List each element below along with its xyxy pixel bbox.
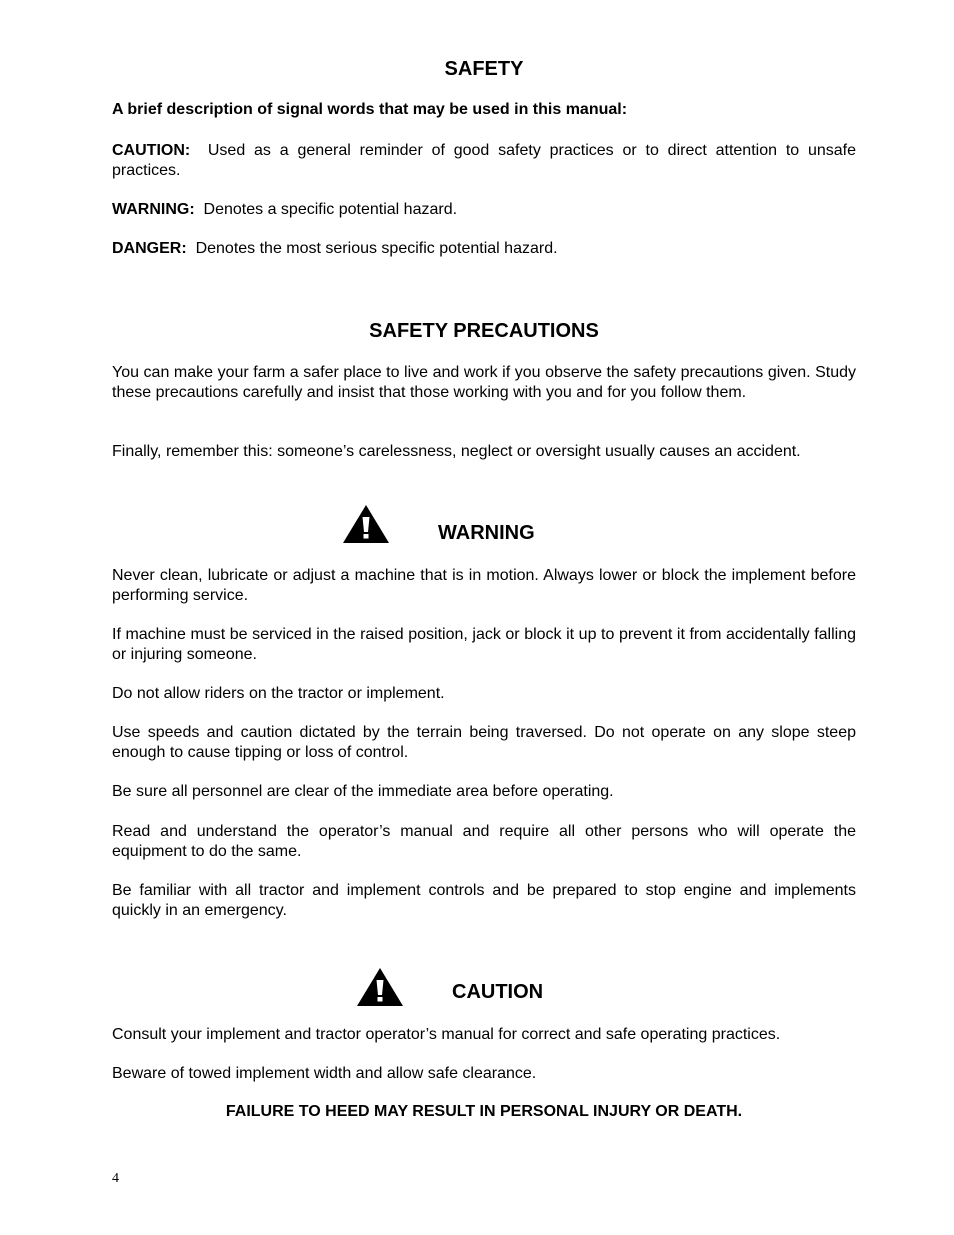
danger-term: DANGER: [112,240,187,257]
page-number: 4 [112,1171,119,1186]
precautions-paragraph-1: You can make your farm a safer place to live and work if you observe the safety precautions given. Study these precautions carefully and insist that those working with you and for you follow them. [112,364,856,401]
warning-text: Denotes a specific potential hazard. [203,201,458,218]
warning-term: WARNING: [112,201,195,218]
warning-item: Read and understand the operator’s manual and require all other persons who will operate the equipment to do the same. [112,823,856,860]
warning-heading-label: WARNING [438,522,535,544]
warning-item: Never clean, lubricate or adjust a machine that is in motion. Always lower or block the implement before performing service. [112,567,856,604]
safety-precautions-title: SAFETY PRECAUTIONS [369,320,599,342]
caution-item: Beware of towed implement width and allow safe clearance. [112,1065,537,1082]
warning-item: Be familiar with all tractor and implement controls and be prepared to stop engine and implements quickly in an emergency. [112,882,856,919]
caution-item: Consult your implement and tractor operator’s manual for correct and safe operating practices. [112,1026,781,1043]
warning-item: If machine must be serviced in the raised position, jack or block it up to prevent it from accidentally falling or injuring someone. [112,626,856,663]
precautions-paragraph-2: Finally, remember this: someone’s carelessness, neglect or oversight usually causes an accident. [112,443,801,460]
warning-item: Do not allow riders on the tractor or implement. [112,685,445,702]
danger-text: Denotes the most serious specific potential hazard. [195,240,558,257]
signal-words-intro: A brief description of signal words that may be used in this manual: [112,101,628,118]
caution-definition [112,141,856,180]
safety-title: SAFETY [444,58,524,80]
warning-item: Be sure all personnel are clear of the immediate area before operating. [112,783,614,800]
caution-heading-label: CAUTION [452,981,544,1003]
warning-item: Use speeds and caution dictated by the terrain being traversed. Do not operate on any slope steep enough to cause tipping or loss of control. [112,724,856,761]
warning-heading [112,504,856,548]
caution-triangle-icon [356,967,404,1007]
warning-definition [112,200,856,220]
caution-text: Used as a general reminder of good safety practices or to direct attention to unsafe practices. [112,142,857,179]
caution-term: CAUTION: [112,142,191,159]
warning-triangle-icon [342,504,390,544]
danger-definition [112,239,856,259]
final-notice: FAILURE TO HEED MAY RESULT IN PERSONAL INJURY OR DEATH. [225,1103,743,1120]
caution-heading [112,967,856,1011]
